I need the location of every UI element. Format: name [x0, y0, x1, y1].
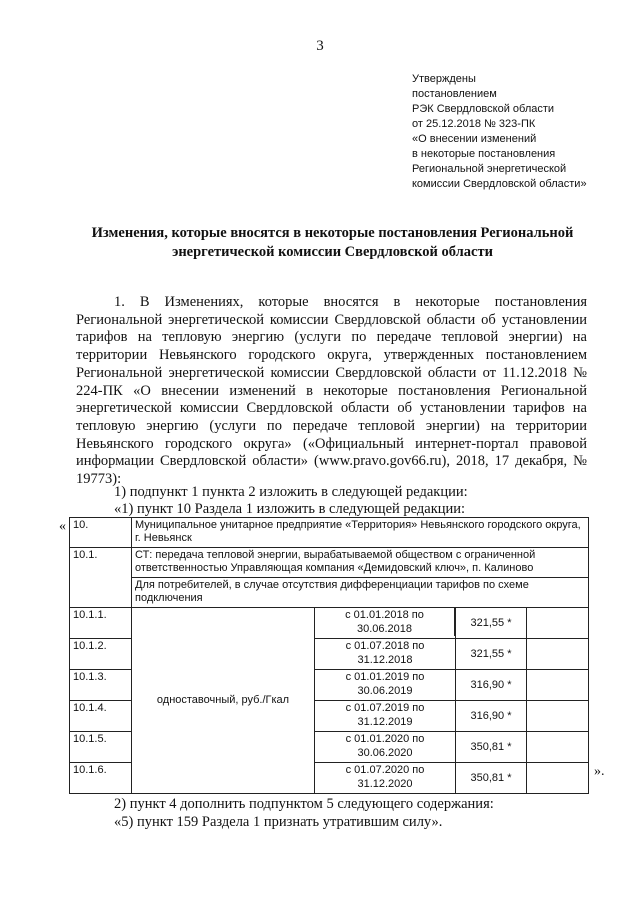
row-number: 10.1.3.	[70, 670, 132, 701]
value-cell	[456, 670, 589, 701]
tariff-value: 321,55 *	[456, 639, 527, 669]
tariff-value: 350,81 *	[456, 763, 527, 793]
period-to: 30.06.2019	[357, 684, 413, 697]
table-row	[70, 518, 589, 548]
main-paragraph	[76, 294, 587, 489]
row-number: 10.1.1.	[70, 608, 132, 639]
approval-line: РЭК Свердловской области	[412, 103, 555, 115]
tariff-value: 316,90 *	[456, 701, 527, 731]
approval-line: постановлением	[412, 88, 497, 100]
period-cell	[315, 732, 456, 763]
tariff-value: 316,90 *	[456, 670, 527, 700]
row-number: 10.1.2.	[70, 639, 132, 670]
document-title	[80, 224, 585, 262]
approval-line: от 25.12.2018 № 323-ПК	[412, 118, 536, 130]
item-2: 2) пункт 4 дополнить подпунктом 5 следующего содержания:	[114, 796, 494, 812]
item-1-sub: «1) пункт 10 Раздела 1 изложить в следующей редакции:	[114, 501, 466, 517]
period-to: 30.06.2020	[357, 746, 413, 759]
row-number: 10.1.4.	[70, 701, 132, 732]
approval-line: в некоторые постановления	[412, 148, 556, 160]
period-from: с 01.07.2019 по	[345, 702, 425, 714]
table-row	[70, 578, 589, 608]
paragraph-text: 1. В Изменениях, которые вносятся в некоторые постановления Региональной энергетической комиссии Свердловской области об установлении тарифов на тепловую энергию (услуги по передаче тепловой энергии) на территории Невьянского городского округа, утвержденных постановлением Региональной энергетической комиссии Свердловской области от 11.12.2018 № 224-ПК «О внесении изменений в некоторые постановления Региональной энергетической комиссии Свердловской области об установлении тарифов на тепловую энергию (услуги по передаче тепловой энергии) на территории Невьянского городского округа» («Официальный интернет-портал правовой информации Свердловской области» (www.pravo.gov66.ru), 2018, 17 декабря, № 19773):	[76, 294, 587, 488]
consumers-text: Для потребителей, в случае отсутствия дифференциации тарифов по схеме подключения	[132, 578, 589, 608]
period-to: 31.12.2018	[357, 653, 413, 666]
quote-close: ».	[594, 764, 605, 779]
table-row	[70, 608, 589, 639]
value-cell	[456, 639, 589, 670]
tariff-table	[69, 517, 589, 794]
row-number: 10.1.6.	[70, 763, 132, 794]
row-text: СТ: передача тепловой энергии, вырабатываемой обществом с ограниченной ответственностью Управляющая компания «Демидовский ключ», п. Калиново	[132, 548, 589, 578]
row-number: 10.1.	[70, 548, 132, 608]
period-cell	[315, 608, 456, 639]
title-line-2: энергетической комиссии Свердловской области	[172, 244, 493, 260]
period-from: с 01.01.2020 по	[345, 733, 425, 745]
page-number: 3	[316, 38, 324, 54]
approval-line: комиссии Свердловской области»	[412, 178, 587, 190]
approval-line: Региональной энергетической	[412, 163, 567, 175]
value-cell	[456, 732, 589, 763]
tariff-value: 350,81 *	[456, 732, 527, 762]
period-from: с 01.07.2018 по	[345, 640, 425, 652]
row-number: 10.	[70, 518, 132, 548]
approval-line: «О внесении изменений	[412, 133, 537, 145]
period-cell	[315, 701, 456, 732]
period-cell	[315, 639, 456, 670]
period-to: 31.12.2020	[357, 777, 413, 790]
approval-line: Утверждены	[412, 73, 476, 85]
table-row	[70, 548, 589, 578]
period-from: с 01.07.2020 по	[345, 764, 425, 776]
period-from: с 01.01.2019 по	[345, 671, 425, 683]
approval-block	[412, 72, 627, 192]
value-cell	[456, 701, 589, 732]
period-to: 31.12.2019	[357, 715, 413, 728]
tariff-value: 321,55 *	[456, 608, 527, 638]
item-2-sub: «5) пункт 159 Раздела 1 признать утратившим силу».	[114, 814, 443, 830]
quote-open: «	[59, 519, 66, 534]
value-cell	[456, 608, 589, 639]
period-to: 30.06.2018	[356, 622, 413, 635]
period-from: с 01.01.2018 по	[345, 609, 424, 621]
period-cell	[315, 670, 456, 701]
title-line-1: Изменения, которые вносятся в некоторые постановления Региональной	[91, 225, 574, 241]
period-cell	[315, 763, 456, 794]
value-cell	[456, 763, 589, 794]
row-number: 10.1.5.	[70, 732, 132, 763]
row-text: Муниципальное унитарное предприятие «Территория» Невьянского городского округа, г. Невьянск	[132, 518, 589, 548]
item-1: 1) подпункт 1 пункта 2 изложить в следующей редакции:	[114, 484, 468, 500]
unit-cell: одноставочный, руб./Гкал	[132, 608, 315, 794]
